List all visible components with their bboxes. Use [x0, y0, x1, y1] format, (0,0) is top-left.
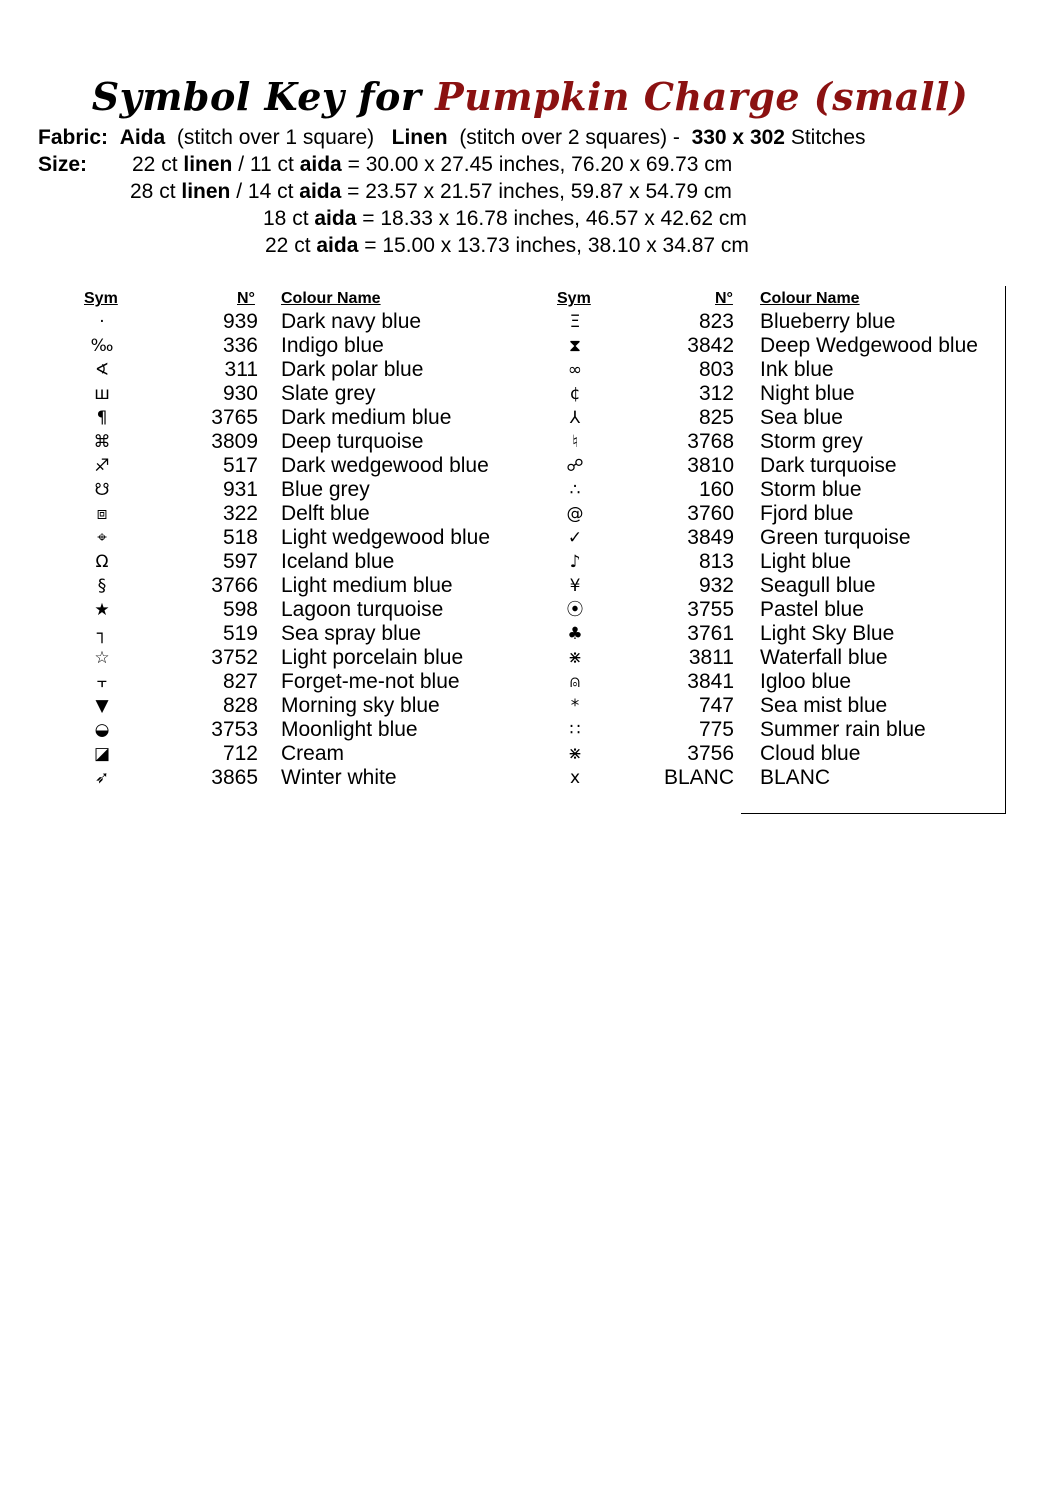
- colour-name: Fjord blue: [760, 502, 854, 525]
- symbol-glyph: ♮: [571, 432, 579, 452]
- floss-number: 598: [222, 598, 258, 621]
- symbol-glyph: ┐: [96, 624, 108, 644]
- page-title: [0, 74, 1060, 119]
- colour-name: Moonlight blue: [281, 718, 418, 741]
- fabric-aida-note: (stitch over 1 square): [176, 126, 375, 149]
- symbol-glyph: ➶: [94, 768, 110, 788]
- colour-name: Green turquoise: [760, 526, 911, 549]
- floss-number: 3842: [687, 334, 734, 357]
- colour-name: Blue grey: [281, 478, 370, 501]
- symbol-glyph: ♪: [569, 552, 581, 572]
- colour-name: Light Sky Blue: [760, 622, 895, 645]
- colour-name: Dark polar blue: [281, 358, 424, 381]
- colour-name: Blueberry blue: [760, 310, 896, 333]
- colour-name: Sea spray blue: [281, 622, 422, 645]
- colour-name: Deep turquoise: [281, 430, 424, 453]
- header-name-left: Colour Name: [281, 290, 381, 307]
- symbol-glyph: ∷: [569, 720, 581, 740]
- floss-number: 517: [222, 454, 258, 477]
- symbol-glyph: ⧗: [569, 336, 581, 356]
- header-num-right: N°: [715, 290, 733, 307]
- symbol-glyph: ‰: [90, 336, 114, 356]
- colour-name: Slate grey: [281, 382, 376, 405]
- floss-number: 828: [222, 694, 258, 717]
- floss-number: 3810: [687, 454, 734, 477]
- floss-number: 3849: [687, 526, 734, 549]
- colour-name: Night blue: [760, 382, 855, 405]
- colour-name: Ink blue: [760, 358, 834, 381]
- colour-name: Dark medium blue: [281, 406, 452, 429]
- floss-number: BLANC: [663, 766, 734, 789]
- fabric-linen: Linen: [391, 126, 448, 149]
- size-line-1: 22 ct linen / 11 ct aida = 30.00 x 27.45 inches, 76.20 x 69.73 cm: [132, 153, 733, 176]
- symbol-glyph: ⫟: [96, 672, 108, 692]
- symbol-glyph: ⋇: [567, 648, 583, 668]
- symbol-glyph: ·: [99, 312, 105, 332]
- symbol-glyph: ◒: [94, 720, 110, 740]
- floss-number: 3766: [211, 574, 258, 597]
- symbol-glyph: ∴: [569, 480, 581, 500]
- symbol-glyph: ♐: [94, 456, 110, 476]
- symbol-glyph: ★: [94, 600, 110, 620]
- symbol-glyph: ⍝: [569, 672, 581, 692]
- title-prefix: Symbol Key for: [91, 74, 422, 119]
- header-sym-right: Sym: [557, 290, 591, 307]
- floss-number: 3756: [687, 742, 734, 765]
- fabric-label: Fabric:: [38, 126, 109, 149]
- fabric-linen-note: (stitch over 2 squares) -: [459, 126, 680, 149]
- floss-number: 336: [222, 334, 258, 357]
- symbol-glyph: *: [570, 696, 580, 716]
- colour-name: Pastel blue: [760, 598, 864, 621]
- symbol-glyph: ¥: [569, 576, 581, 596]
- colour-name: Igloo blue: [760, 670, 852, 693]
- colour-name: Dark turquoise: [760, 454, 897, 477]
- symbol-glyph: ∞: [567, 360, 583, 380]
- colour-name: Lagoon turquoise: [281, 598, 444, 621]
- colour-name: Forget-me-not blue: [281, 670, 460, 693]
- colour-name: Delft blue: [281, 502, 370, 525]
- symbol-glyph: ☋: [94, 480, 110, 500]
- colour-name: Light wedgewood blue: [281, 526, 490, 549]
- floss-number: 813: [698, 550, 734, 573]
- floss-number: 3760: [687, 502, 734, 525]
- colour-name: Light medium blue: [281, 574, 453, 597]
- symbol-glyph: ▼: [95, 696, 109, 716]
- colour-name: Sea blue: [760, 406, 843, 429]
- colour-name: Light porcelain blue: [281, 646, 464, 669]
- floss-number: 823: [698, 310, 734, 333]
- floss-number: 519: [222, 622, 258, 645]
- fabric-line: [38, 126, 866, 150]
- symbol-glyph: Ω: [95, 552, 109, 572]
- symbol-glyph: ⧈: [96, 504, 108, 524]
- colour-name: Waterfall blue: [760, 646, 888, 669]
- symbol-glyph: ⌖: [97, 528, 107, 548]
- colour-name: Morning sky blue: [281, 694, 440, 717]
- header-name-right: Colour Name: [760, 290, 860, 307]
- floss-number: 3761: [687, 622, 734, 645]
- floss-number: 3768: [687, 430, 734, 453]
- floss-number: 3809: [211, 430, 258, 453]
- symbol-glyph: ☆: [94, 648, 110, 668]
- symbol-glyph: @: [566, 504, 584, 524]
- colour-name: Sea mist blue: [760, 694, 888, 717]
- floss-number: 597: [222, 550, 258, 573]
- colour-name: Iceland blue: [281, 550, 395, 573]
- floss-number: 939: [222, 310, 258, 333]
- size-label: Size:: [38, 153, 88, 176]
- table-right-border: [1005, 286, 1006, 814]
- fabric-aida: Aida: [119, 126, 166, 149]
- colour-name: Dark navy blue: [281, 310, 422, 333]
- symbol-glyph: ☍: [566, 456, 584, 476]
- stitch-label: Stitches: [790, 126, 866, 149]
- floss-number: 930: [222, 382, 258, 405]
- floss-number: 3765: [211, 406, 258, 429]
- pattern-name: Pumpkin Charge (small): [435, 74, 969, 119]
- symbol-glyph: ⅄: [569, 408, 581, 428]
- symbol-glyph: ¶: [96, 408, 108, 428]
- floss-number: 932: [698, 574, 734, 597]
- floss-number: 311: [224, 358, 258, 381]
- symbol-glyph: ⦿: [566, 600, 584, 620]
- symbol-glyph: ⌘: [93, 432, 111, 452]
- symbol-glyph: ш: [94, 384, 110, 404]
- symbol-glyph: ◪: [93, 744, 111, 764]
- colour-name: Deep Wedgewood blue: [760, 334, 978, 357]
- size-line-2: 28 ct linen / 14 ct aida = 23.57 x 21.57 inches, 59.87 x 54.79 cm: [130, 180, 732, 203]
- stitch-count: 330 x 302: [691, 126, 785, 149]
- floss-number: 518: [222, 526, 258, 549]
- floss-number: 747: [698, 694, 734, 717]
- floss-number: 3811: [688, 646, 734, 669]
- floss-number: 803: [698, 358, 734, 381]
- floss-number: 3865: [211, 766, 258, 789]
- floss-number: 322: [222, 502, 258, 525]
- floss-number: 3841: [687, 670, 734, 693]
- symbol-glyph: ♣: [567, 624, 583, 644]
- floss-number: 160: [698, 478, 734, 501]
- floss-number: 712: [222, 742, 258, 765]
- floss-number: 775: [698, 718, 734, 741]
- symbol-glyph: ¢: [569, 384, 581, 404]
- table-bottom-border: [741, 813, 1006, 814]
- colour-name: Indigo blue: [281, 334, 384, 357]
- header-num-left: N°: [237, 290, 255, 307]
- floss-number: 825: [698, 406, 734, 429]
- header-sym-left: Sym: [84, 290, 118, 307]
- floss-number: 931: [222, 478, 258, 501]
- symbol-glyph: x: [569, 768, 581, 788]
- colour-name: BLANC: [760, 766, 831, 789]
- colour-name: Winter white: [281, 766, 397, 789]
- size-line-3: 18 ct aida = 18.33 x 16.78 inches, 46.57 x 42.62 cm: [263, 207, 747, 230]
- colour-name: Storm blue: [760, 478, 862, 501]
- symbol-glyph: ✓: [567, 528, 583, 548]
- symbol-glyph: ∢: [94, 360, 110, 380]
- colour-name: Summer rain blue: [760, 718, 926, 741]
- colour-name: Seagull blue: [760, 574, 876, 597]
- floss-number: 3752: [211, 646, 258, 669]
- symbol-glyph: §: [97, 576, 107, 596]
- symbol-glyph: Ξ: [569, 312, 581, 332]
- floss-number: 312: [698, 382, 734, 405]
- size-line-4: 22 ct aida = 15.00 x 13.73 inches, 38.10 x 34.87 cm: [265, 234, 749, 257]
- colour-name: Storm grey: [760, 430, 863, 453]
- colour-name: Cream: [281, 742, 345, 765]
- symbol-glyph: ⋇: [567, 744, 583, 764]
- floss-number: 3755: [687, 598, 734, 621]
- floss-number: 3753: [211, 718, 258, 741]
- floss-number: 827: [222, 670, 258, 693]
- colour-name: Cloud blue: [760, 742, 861, 765]
- colour-name: Light blue: [760, 550, 852, 573]
- colour-name: Dark wedgewood blue: [281, 454, 489, 477]
